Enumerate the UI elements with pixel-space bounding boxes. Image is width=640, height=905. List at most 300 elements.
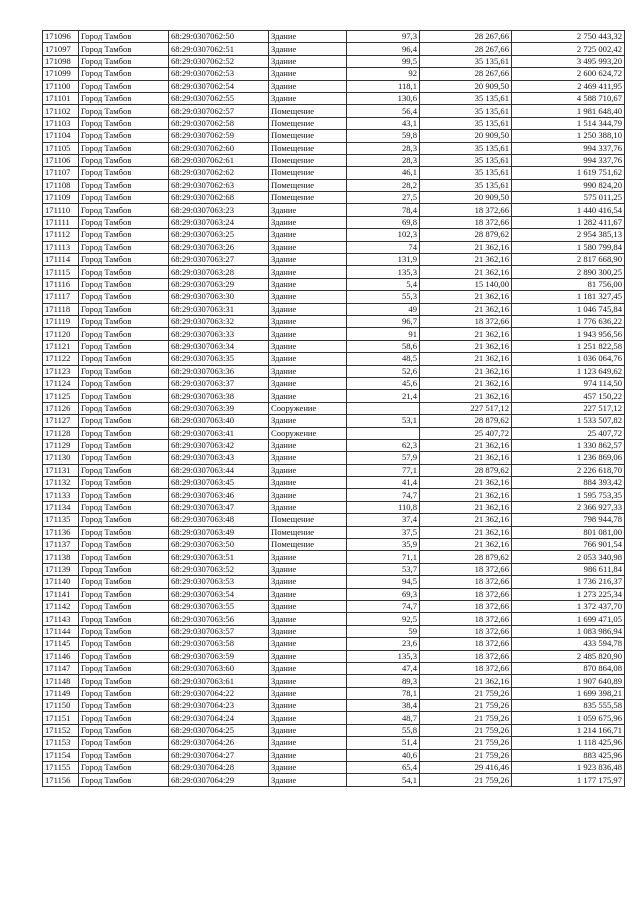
cadastral-value-cell: 575 011,25 (512, 192, 625, 204)
cadastral-number-cell: 68:29:0307064:28 (169, 762, 269, 774)
specific-value-cell: 35 135,61 (420, 154, 512, 166)
municipality-cell: Город Тамбов (79, 638, 169, 650)
specific-value-cell: 18 372,66 (420, 576, 512, 588)
cadastral-number-cell: 68:29:0307062:52 (169, 55, 269, 67)
object-type-cell: Помещение (269, 167, 347, 179)
row-number-cell: 171124 (43, 377, 79, 389)
municipality-cell: Город Тамбов (79, 489, 169, 501)
specific-value-cell: 21 362,16 (420, 675, 512, 687)
table-body (43, 31, 625, 787)
row-number-cell: 171113 (43, 241, 79, 253)
municipality-cell: Город Тамбов (79, 204, 169, 216)
specific-value-cell: 28 879,62 (420, 551, 512, 563)
municipality-cell: Город Тамбов (79, 427, 169, 439)
object-type-cell: Здание (269, 80, 347, 92)
object-type-cell: Помещение (269, 179, 347, 191)
row-number-cell: 171130 (43, 452, 79, 464)
cadastral-number-cell: 68:29:0307063:59 (169, 650, 269, 662)
cadastral-number-cell: 68:29:0307063:47 (169, 501, 269, 513)
cadastral-number-cell: 68:29:0307063:46 (169, 489, 269, 501)
cadastral-value-cell: 766 901,54 (512, 539, 625, 551)
area-cell: 37,5 (347, 526, 420, 538)
row-number-cell: 171098 (43, 55, 79, 67)
table-row (43, 105, 625, 117)
specific-value-cell: 21 362,16 (420, 526, 512, 538)
municipality-cell: Город Тамбов (79, 80, 169, 92)
cadastral-value-cell: 457 150,22 (512, 390, 625, 402)
municipality-cell: Город Тамбов (79, 278, 169, 290)
object-type-cell: Здание (269, 229, 347, 241)
municipality-cell: Город Тамбов (79, 179, 169, 191)
object-type-cell: Здание (269, 662, 347, 674)
cadastral-number-cell: 68:29:0307063:34 (169, 340, 269, 352)
specific-value-cell: 21 362,16 (420, 539, 512, 551)
cadastral-value-cell: 2 366 927,33 (512, 501, 625, 513)
area-cell: 55,8 (347, 724, 420, 736)
cadastral-value-cell: 883 425,96 (512, 749, 625, 761)
row-number-cell: 171129 (43, 439, 79, 451)
municipality-cell: Город Тамбов (79, 464, 169, 476)
cadastral-number-cell: 68:29:0307063:43 (169, 452, 269, 464)
municipality-cell: Город Тамбов (79, 31, 169, 43)
row-number-cell: 171141 (43, 588, 79, 600)
object-type-cell: Здание (269, 700, 347, 712)
row-number-cell: 171105 (43, 142, 79, 154)
area-cell: 96,4 (347, 43, 420, 55)
table-row (43, 154, 625, 166)
cadastral-number-cell: 68:29:0307063:38 (169, 390, 269, 402)
area-cell: 53,7 (347, 563, 420, 575)
cadastral-value-cell: 1 177 175,97 (512, 774, 625, 786)
cadastral-number-cell: 68:29:0307064:25 (169, 724, 269, 736)
object-type-cell: Здание (269, 625, 347, 637)
cadastral-value-cell: 1 273 225,34 (512, 588, 625, 600)
area-cell: 55,3 (347, 291, 420, 303)
cadastral-value-cell: 1 981 648,40 (512, 105, 625, 117)
object-type-cell: Здание (269, 377, 347, 389)
specific-value-cell: 21 759,26 (420, 724, 512, 736)
row-number-cell: 171146 (43, 650, 79, 662)
cadastral-value-cell: 835 555,58 (512, 700, 625, 712)
row-number-cell: 171145 (43, 638, 79, 650)
row-number-cell: 171140 (43, 576, 79, 588)
row-number-cell: 171111 (43, 216, 79, 228)
object-type-cell: Здание (269, 749, 347, 761)
cadastral-value-table (42, 30, 625, 787)
object-type-cell: Здание (269, 415, 347, 427)
row-number-cell: 171144 (43, 625, 79, 637)
cadastral-number-cell: 68:29:0307063:41 (169, 427, 269, 439)
cadastral-value-cell: 870 864,08 (512, 662, 625, 674)
cadastral-number-cell: 68:29:0307063:55 (169, 600, 269, 612)
cadastral-value-cell: 2 053 340,98 (512, 551, 625, 563)
cadastral-number-cell: 68:29:0307062:61 (169, 154, 269, 166)
table-row (43, 662, 625, 674)
cadastral-number-cell: 68:29:0307062:57 (169, 105, 269, 117)
municipality-cell: Город Тамбов (79, 117, 169, 129)
object-type-cell: Здание (269, 650, 347, 662)
area-cell: 74 (347, 241, 420, 253)
municipality-cell: Город Тамбов (79, 142, 169, 154)
row-number-cell: 171110 (43, 204, 79, 216)
specific-value-cell: 21 759,26 (420, 700, 512, 712)
specific-value-cell: 28 879,62 (420, 415, 512, 427)
area-cell: 135,3 (347, 650, 420, 662)
municipality-cell: Город Тамбов (79, 588, 169, 600)
row-number-cell: 171099 (43, 68, 79, 80)
municipality-cell: Город Тамбов (79, 650, 169, 662)
object-type-cell: Здание (269, 477, 347, 489)
object-type-cell: Здание (269, 266, 347, 278)
row-number-cell: 171108 (43, 179, 79, 191)
object-type-cell: Здание (269, 303, 347, 315)
area-cell: 56,4 (347, 105, 420, 117)
specific-value-cell: 18 372,66 (420, 216, 512, 228)
table-row (43, 774, 625, 786)
area-cell: 69,3 (347, 588, 420, 600)
area-cell: 51,4 (347, 737, 420, 749)
municipality-cell: Город Тамбов (79, 167, 169, 179)
specific-value-cell: 29 416,46 (420, 762, 512, 774)
specific-value-cell: 21 362,16 (420, 365, 512, 377)
specific-value-cell: 35 135,61 (420, 105, 512, 117)
municipality-cell: Город Тамбов (79, 539, 169, 551)
object-type-cell: Здание (269, 501, 347, 513)
table-row (43, 130, 625, 142)
municipality-cell: Город Тамбов (79, 439, 169, 451)
table-row (43, 625, 625, 637)
cadastral-value-cell: 1 372 437,70 (512, 600, 625, 612)
cadastral-number-cell: 68:29:0307062:58 (169, 117, 269, 129)
row-number-cell: 171096 (43, 31, 79, 43)
object-type-cell: Здание (269, 31, 347, 43)
specific-value-cell: 21 362,16 (420, 303, 512, 315)
table-row (43, 687, 625, 699)
object-type-cell: Здание (269, 576, 347, 588)
cadastral-value-cell: 1 923 836,48 (512, 762, 625, 774)
object-type-cell: Помещение (269, 105, 347, 117)
cadastral-value-cell: 1 181 327,45 (512, 291, 625, 303)
cadastral-value-cell: 2 954 385,13 (512, 229, 625, 241)
area-cell: 94,5 (347, 576, 420, 588)
specific-value-cell: 21 362,16 (420, 489, 512, 501)
area-cell: 59 (347, 625, 420, 637)
cadastral-value-cell: 1 118 425,96 (512, 737, 625, 749)
table-row (43, 117, 625, 129)
object-type-cell: Здание (269, 68, 347, 80)
table-row (43, 526, 625, 538)
object-type-cell: Здание (269, 638, 347, 650)
table-row (43, 55, 625, 67)
table-row (43, 377, 625, 389)
specific-value-cell: 28 267,66 (420, 68, 512, 80)
specific-value-cell: 18 372,66 (420, 662, 512, 674)
cadastral-value-cell: 2 485 820,90 (512, 650, 625, 662)
area-cell: 131,9 (347, 254, 420, 266)
cadastral-value-cell: 1 619 751,62 (512, 167, 625, 179)
table-row (43, 390, 625, 402)
area-cell: 74,7 (347, 489, 420, 501)
table-row (43, 291, 625, 303)
object-type-cell: Помещение (269, 192, 347, 204)
row-number-cell: 171131 (43, 464, 79, 476)
cadastral-number-cell: 68:29:0307063:53 (169, 576, 269, 588)
object-type-cell: Здание (269, 687, 347, 699)
table-row (43, 179, 625, 191)
table-row (43, 452, 625, 464)
specific-value-cell: 28 879,62 (420, 229, 512, 241)
area-cell: 47,4 (347, 662, 420, 674)
cadastral-value-cell: 4 588 710,67 (512, 92, 625, 104)
row-number-cell: 171133 (43, 489, 79, 501)
object-type-cell: Здание (269, 55, 347, 67)
table-row (43, 539, 625, 551)
specific-value-cell: 28 267,66 (420, 31, 512, 43)
table-row (43, 415, 625, 427)
cadastral-number-cell: 68:29:0307063:35 (169, 353, 269, 365)
object-type-cell: Сооружение (269, 402, 347, 414)
cadastral-value-cell: 986 611,84 (512, 563, 625, 575)
area-cell (347, 402, 420, 414)
table-row (43, 737, 625, 749)
cadastral-value-cell: 1 533 507,82 (512, 415, 625, 427)
area-cell: 28,3 (347, 142, 420, 154)
municipality-cell: Город Тамбов (79, 749, 169, 761)
specific-value-cell: 21 362,16 (420, 452, 512, 464)
cadastral-number-cell: 68:29:0307063:49 (169, 526, 269, 538)
cadastral-value-cell: 994 337,76 (512, 154, 625, 166)
area-cell: 59,8 (347, 130, 420, 142)
cadastral-value-cell: 2 469 411,95 (512, 80, 625, 92)
specific-value-cell: 15 140,00 (420, 278, 512, 290)
cadastral-value-cell: 974 114,50 (512, 377, 625, 389)
specific-value-cell: 21 759,26 (420, 774, 512, 786)
specific-value-cell: 35 135,61 (420, 179, 512, 191)
cadastral-number-cell: 68:29:0307063:48 (169, 514, 269, 526)
cadastral-value-cell: 433 594,78 (512, 638, 625, 650)
municipality-cell: Город Тамбов (79, 551, 169, 563)
municipality-cell: Город Тамбов (79, 254, 169, 266)
specific-value-cell: 227 517,12 (420, 402, 512, 414)
table-row (43, 43, 625, 55)
table-row (43, 650, 625, 662)
municipality-cell: Город Тамбов (79, 105, 169, 117)
row-number-cell: 171112 (43, 229, 79, 241)
specific-value-cell: 35 135,61 (420, 117, 512, 129)
row-number-cell: 171143 (43, 613, 79, 625)
cadastral-number-cell: 68:29:0307064:27 (169, 749, 269, 761)
area-cell: 40,6 (347, 749, 420, 761)
municipality-cell: Город Тамбов (79, 526, 169, 538)
cadastral-number-cell: 68:29:0307063:57 (169, 625, 269, 637)
cadastral-value-cell: 1 595 753,35 (512, 489, 625, 501)
municipality-cell: Город Тамбов (79, 600, 169, 612)
object-type-cell: Помещение (269, 117, 347, 129)
table-row (43, 489, 625, 501)
area-cell: 71,1 (347, 551, 420, 563)
specific-value-cell: 35 135,61 (420, 142, 512, 154)
cadastral-number-cell: 68:29:0307064:22 (169, 687, 269, 699)
row-number-cell: 171116 (43, 278, 79, 290)
object-type-cell: Здание (269, 563, 347, 575)
cadastral-value-cell: 1 580 799,84 (512, 241, 625, 253)
row-number-cell: 171097 (43, 43, 79, 55)
table-row (43, 254, 625, 266)
area-cell: 28,3 (347, 154, 420, 166)
municipality-cell: Город Тамбов (79, 774, 169, 786)
specific-value-cell: 35 135,61 (420, 92, 512, 104)
specific-value-cell: 18 372,66 (420, 563, 512, 575)
specific-value-cell: 35 135,61 (420, 55, 512, 67)
row-number-cell: 171134 (43, 501, 79, 513)
table-row (43, 204, 625, 216)
specific-value-cell: 18 372,66 (420, 588, 512, 600)
area-cell: 28,2 (347, 179, 420, 191)
municipality-cell: Город Тамбов (79, 700, 169, 712)
object-type-cell: Здание (269, 724, 347, 736)
specific-value-cell: 21 362,16 (420, 328, 512, 340)
area-cell: 46,1 (347, 167, 420, 179)
specific-value-cell: 21 362,16 (420, 514, 512, 526)
cadastral-number-cell: 68:29:0307063:61 (169, 675, 269, 687)
cadastral-value-cell: 1 699 471,05 (512, 613, 625, 625)
object-type-cell: Здание (269, 340, 347, 352)
object-type-cell: Здание (269, 241, 347, 253)
area-cell: 96,7 (347, 315, 420, 327)
table-row (43, 700, 625, 712)
table-row (43, 340, 625, 352)
row-number-cell: 171103 (43, 117, 79, 129)
row-number-cell: 171119 (43, 315, 79, 327)
row-number-cell: 171152 (43, 724, 79, 736)
row-number-cell: 171126 (43, 402, 79, 414)
area-cell: 45,6 (347, 377, 420, 389)
cadastral-value-cell: 1 907 640,89 (512, 675, 625, 687)
municipality-cell: Город Тамбов (79, 130, 169, 142)
table-row (43, 68, 625, 80)
cadastral-number-cell: 68:29:0307063:28 (169, 266, 269, 278)
cadastral-number-cell: 68:29:0307063:25 (169, 229, 269, 241)
cadastral-number-cell: 68:29:0307063:26 (169, 241, 269, 253)
table-row (43, 266, 625, 278)
cadastral-number-cell: 68:29:0307063:36 (169, 365, 269, 377)
cadastral-number-cell: 68:29:0307063:58 (169, 638, 269, 650)
row-number-cell: 171153 (43, 737, 79, 749)
cadastral-number-cell: 68:29:0307062:53 (169, 68, 269, 80)
row-number-cell: 171100 (43, 80, 79, 92)
area-cell: 69,8 (347, 216, 420, 228)
area-cell: 23,6 (347, 638, 420, 650)
area-cell: 52,6 (347, 365, 420, 377)
municipality-cell: Город Тамбов (79, 154, 169, 166)
object-type-cell: Здание (269, 328, 347, 340)
object-type-cell: Здание (269, 489, 347, 501)
area-cell: 43,1 (347, 117, 420, 129)
table-row (43, 551, 625, 563)
object-type-cell: Сооружение (269, 427, 347, 439)
cadastral-number-cell: 68:29:0307063:40 (169, 415, 269, 427)
specific-value-cell: 18 372,66 (420, 650, 512, 662)
cadastral-number-cell: 68:29:0307063:44 (169, 464, 269, 476)
area-cell: 58,6 (347, 340, 420, 352)
cadastral-value-cell: 798 944,78 (512, 514, 625, 526)
object-type-cell: Помещение (269, 154, 347, 166)
row-number-cell: 171107 (43, 167, 79, 179)
area-cell: 54,1 (347, 774, 420, 786)
table-row (43, 303, 625, 315)
area-cell: 27,5 (347, 192, 420, 204)
cadastral-value-cell: 2 817 668,90 (512, 254, 625, 266)
specific-value-cell: 20 909,50 (420, 192, 512, 204)
specific-value-cell: 18 372,66 (420, 315, 512, 327)
municipality-cell: Город Тамбов (79, 662, 169, 674)
row-number-cell: 171138 (43, 551, 79, 563)
specific-value-cell: 21 362,16 (420, 353, 512, 365)
cadastral-number-cell: 68:29:0307062:63 (169, 179, 269, 191)
object-type-cell: Помещение (269, 539, 347, 551)
specific-value-cell: 21 362,16 (420, 291, 512, 303)
row-number-cell: 171106 (43, 154, 79, 166)
row-number-cell: 171120 (43, 328, 79, 340)
area-cell: 35,9 (347, 539, 420, 551)
table-row (43, 501, 625, 513)
area-cell: 78,4 (347, 204, 420, 216)
area-cell: 102,3 (347, 229, 420, 241)
row-number-cell: 171114 (43, 254, 79, 266)
municipality-cell: Город Тамбов (79, 377, 169, 389)
object-type-cell: Здание (269, 600, 347, 612)
specific-value-cell: 21 759,26 (420, 737, 512, 749)
cadastral-number-cell: 68:29:0307064:24 (169, 712, 269, 724)
object-type-cell: Помещение (269, 130, 347, 142)
cadastral-value-cell: 2 725 002,42 (512, 43, 625, 55)
municipality-cell: Город Тамбов (79, 353, 169, 365)
row-number-cell: 171121 (43, 340, 79, 352)
municipality-cell: Город Тамбов (79, 625, 169, 637)
table-row (43, 588, 625, 600)
table-row (43, 402, 625, 414)
cadastral-number-cell: 68:29:0307064:26 (169, 737, 269, 749)
object-type-cell: Здание (269, 464, 347, 476)
cadastral-value-cell: 227 517,12 (512, 402, 625, 414)
area-cell: 57,9 (347, 452, 420, 464)
object-type-cell: Здание (269, 551, 347, 563)
municipality-cell: Город Тамбов (79, 514, 169, 526)
specific-value-cell: 21 362,16 (420, 501, 512, 513)
municipality-cell: Город Тамбов (79, 613, 169, 625)
object-type-cell: Здание (269, 216, 347, 228)
cadastral-number-cell: 68:29:0307063:23 (169, 204, 269, 216)
table-row (43, 563, 625, 575)
cadastral-value-cell: 81 756,00 (512, 278, 625, 290)
object-type-cell: Помещение (269, 526, 347, 538)
municipality-cell: Город Тамбов (79, 415, 169, 427)
cadastral-number-cell: 68:29:0307063:45 (169, 477, 269, 489)
cadastral-number-cell: 68:29:0307062:50 (169, 31, 269, 43)
cadastral-value-cell: 2 750 443,32 (512, 31, 625, 43)
specific-value-cell: 28 879,62 (420, 464, 512, 476)
cadastral-number-cell: 68:29:0307063:29 (169, 278, 269, 290)
cadastral-value-cell: 1 514 344,79 (512, 117, 625, 129)
specific-value-cell: 18 372,66 (420, 625, 512, 637)
object-type-cell: Здание (269, 712, 347, 724)
cadastral-number-cell: 68:29:0307062:55 (169, 92, 269, 104)
specific-value-cell: 20 909,50 (420, 130, 512, 142)
cadastral-value-cell: 1 123 649,62 (512, 365, 625, 377)
row-number-cell: 171125 (43, 390, 79, 402)
row-number-cell: 171109 (43, 192, 79, 204)
cadastral-value-cell: 25 407,72 (512, 427, 625, 439)
